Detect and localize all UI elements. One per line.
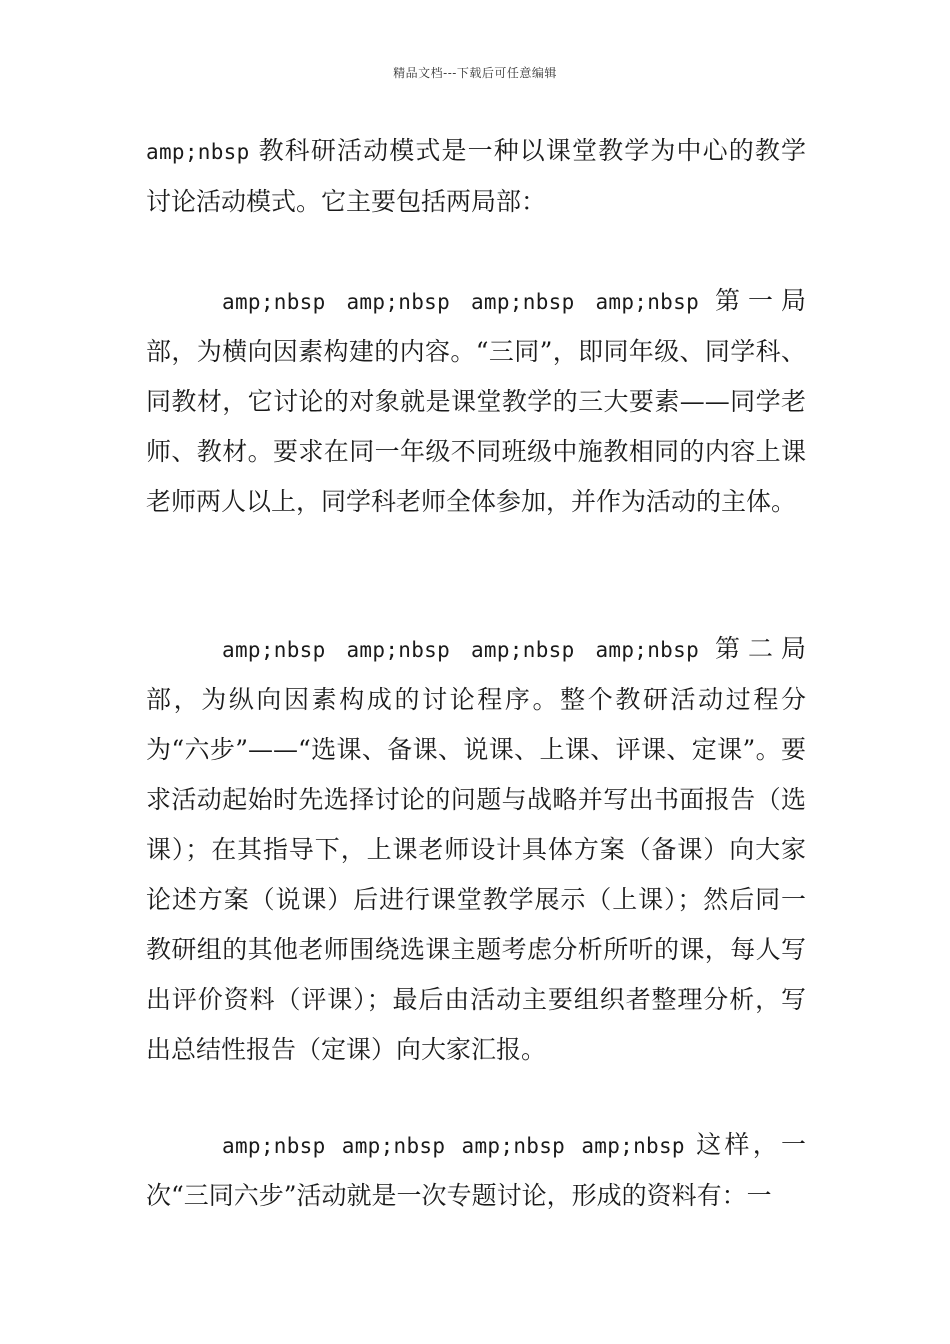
paragraph-prefix: amp;nbsp amp;nbsp amp;nbsp amp;nbsp [222,638,700,662]
paragraph-conclusion [146,1120,806,1221]
paragraph-prefix: amp;nbsp amp;nbsp amp;nbsp amp;nbsp [222,1134,685,1158]
paragraph-part-one [146,276,806,527]
paragraph-text: 这样，一次“三同六步”活动就是一次专题讨论，形成的资料有：一 [146,1130,806,1210]
paragraph-part-two [146,624,806,1075]
paragraph-intro [146,126,806,227]
paragraph-text: 教科研活动模式是一种以课堂教学为中心的教学讨论活动模式。它主要包括两局部： [146,136,806,216]
paragraph-prefix: amp;nbsp amp;nbsp amp;nbsp amp;nbsp [222,290,700,314]
paragraph-text: 第二局部，为纵向因素构成的讨论程序。整个教研活动过程分为“六步”——“选课、备课、说课、上课、评课、定课”。要求活动起始时先选择讨论的问题与战略并写出书面报告（选课）；在其指导下，上课老师设计具体方案（备课）向大家论述方案（说课）后进行课堂教学展示（上课）；然后同一教研组的其他老师围绕选课主题考虑分析所听的课，每人写出评价资料（评课）；最后由活动主要组织者整理分析，写出总结性报告（定课）向大家汇报。 [146,634,806,1064]
paragraph-prefix: amp;nbsp [146,140,250,164]
paragraph-text: 第一局部，为横向因素构建的内容。“三同”，即同年级、同学科、同教材，它讨论的对象就是课堂教学的三大要素——同学老师、教材。要求在同一年级不同班级中施教相同的内容上课老师两人以上，同学科老师全体参加，并作为活动的主体。 [146,286,806,516]
page-header: 精品文档---下载后可任意编辑 [393,66,557,80]
